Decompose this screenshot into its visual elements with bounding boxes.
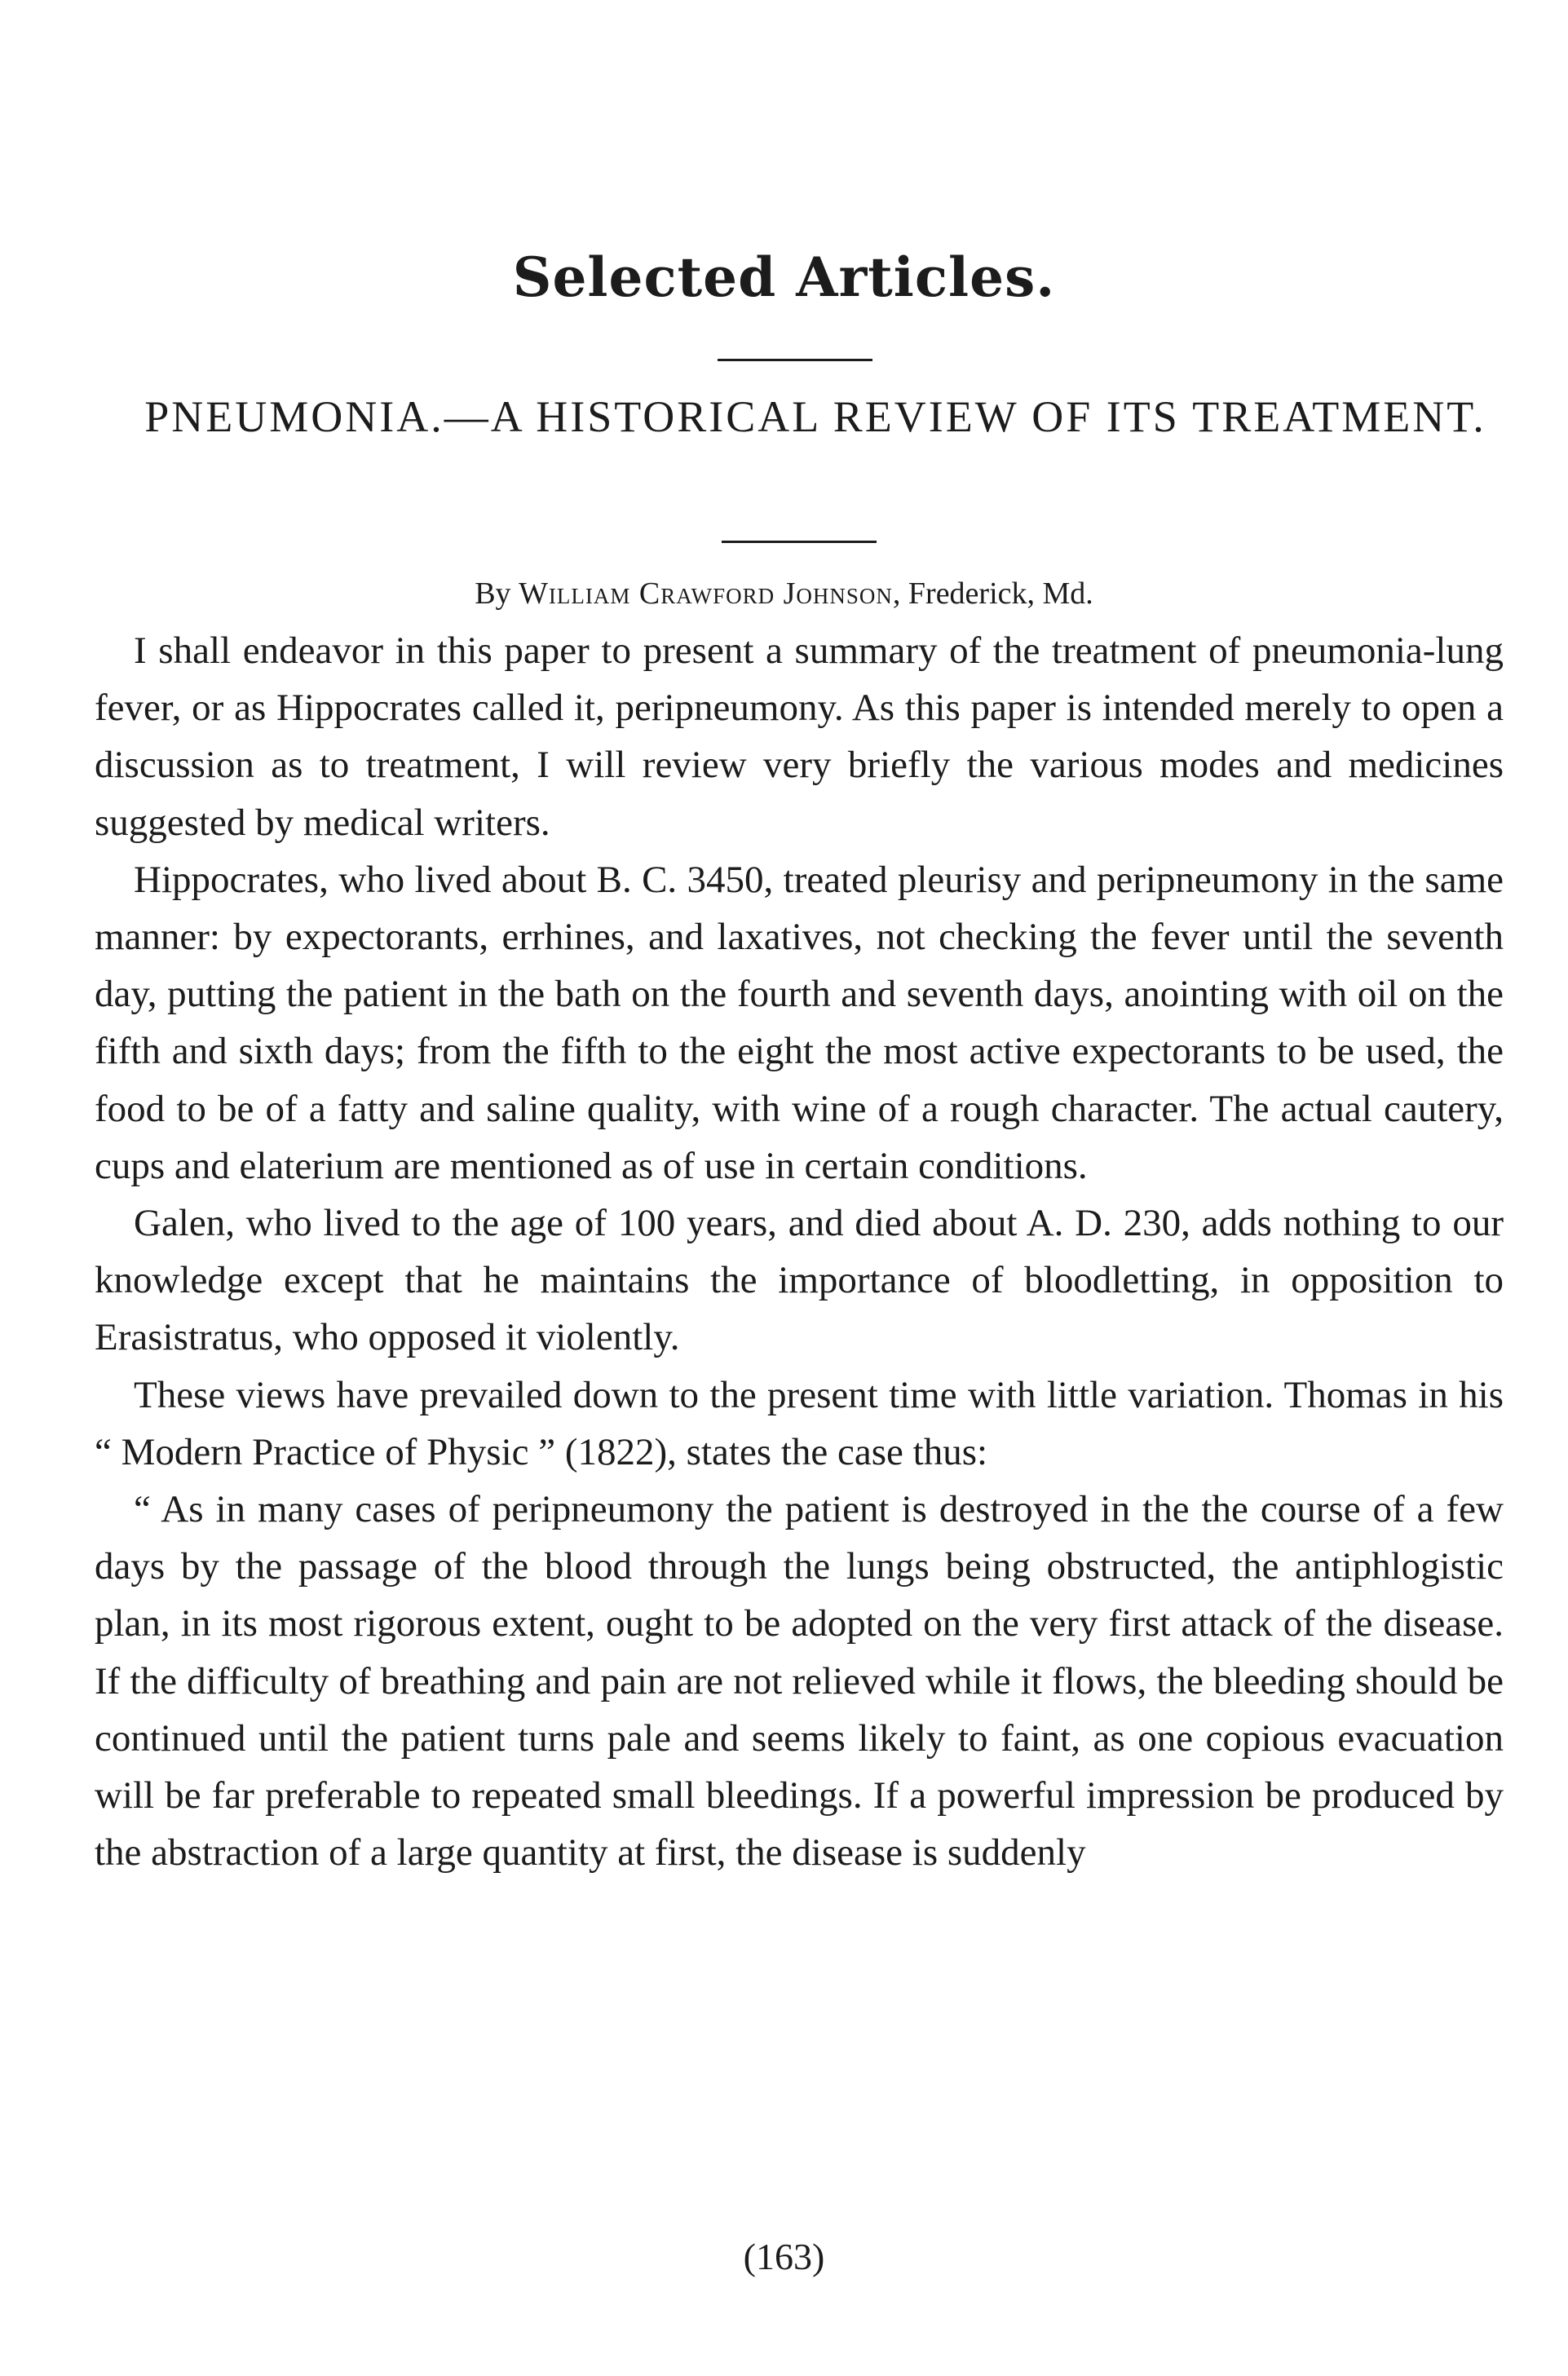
divider-rule	[718, 359, 872, 361]
quoted-paragraph: “ As in many cases of peripneumony the patient is destroyed in the the course of a few days by the passage of the blood through the lungs being obstructed, the antiphlogistic plan, in its most rigorous extent, ought to be adopted on the very first attack of the disease. If the difficulty of breathing and pain are not relieved while it flows, the bleeding should be continued until the patient turns pale and seems likely to faint, as one copious evacuation will be far preferable to repeated small bleedings. If a powerful impression be produced by the abstraction of a large quantity at first, the disease is suddenly	[95, 1488, 1504, 1875]
article-title: PNEUMONIA.—A HISTORICAL REVIEW OF ITS TREATMENT.	[144, 392, 1486, 441]
paragraph: Galen, who lived to the age of 100 years, and died about A. D. 230, adds nothing to our knowledge except that he maintains the importance of bloodletting, in opposition to Erasistratus, who opposed it violently.	[95, 1202, 1504, 1359]
paragraph: These views have prevailed down to the present time with little variation. Thomas in his “ Modern Practice of Physic ” (1822), states the case thus:	[95, 1373, 1504, 1473]
byline	[0, 573, 1568, 614]
author-location: , Frederick, Md.	[892, 576, 1093, 611]
divider-rule	[722, 541, 877, 543]
article-body	[95, 622, 1504, 1881]
byline-prefix: By	[475, 576, 511, 611]
paragraph: I shall endeavor in this paper to present a summary of the treatment of pneumonia-lung fever, or as Hippocrates called it, peripneumony. As this paper is intended merely to open a discussion as to treatment, I will review very briefly the various modes and medicines suggested by medical writers.	[95, 629, 1504, 844]
page-number: (163)	[743, 2236, 825, 2277]
author-name: William Crawford Johnson	[519, 576, 893, 611]
paragraph: Hippocrates, who lived about B. C. 3450, treated pleurisy and peripneumony in the same manner: by expectorants, errhines, and laxatives, not checking the fever until the seventh day, putting the patient in the bath on the fourth and seventh days, anointing with oil on the fifth and sixth days; from the fifth to the eight the most active expectorants to be used, the food to be of a fatty and saline quality, with wine of a rough character. The actual cautery, cups and elaterium are mentioned as of use in certain conditions.	[95, 858, 1504, 1187]
section-heading: Selected Articles.	[512, 245, 1056, 309]
